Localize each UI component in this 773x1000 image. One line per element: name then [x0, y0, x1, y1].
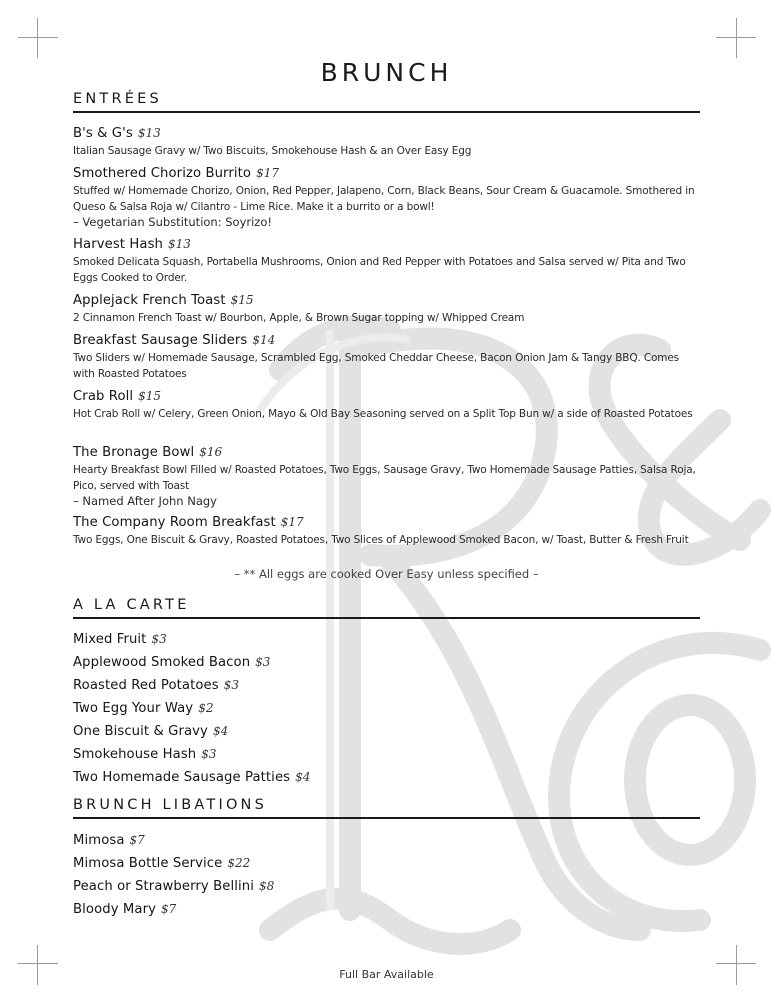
item-note: – Vegetarian Substitution: Soyrizo! [73, 215, 272, 229]
item-price: $2 [198, 701, 214, 715]
menu-item [73, 674, 473, 693]
item-price: $17 [280, 515, 304, 529]
item-price: $3 [255, 655, 271, 669]
menu-item [73, 233, 703, 286]
menu-item [73, 766, 473, 785]
item-price: $13 [137, 126, 161, 140]
item-name: Mimosa [73, 833, 125, 848]
section-divider [73, 111, 700, 113]
item-name: Crab Roll [73, 389, 134, 404]
menu-item [73, 852, 473, 871]
item-price: $13 [168, 237, 191, 251]
menu-item [73, 511, 703, 548]
menu-item [73, 289, 703, 326]
page-title: BRUNCH [320, 58, 453, 87]
footer-note: Full Bar Available [339, 968, 434, 981]
item-price: $4 [295, 770, 311, 784]
menu-item [73, 122, 703, 159]
item-name: Two Egg Your Way [73, 701, 194, 716]
menu-item [73, 651, 473, 670]
item-name: Applejack French Toast [73, 293, 226, 308]
item-name: Bloody Mary [73, 902, 157, 917]
item-name: Harvest Hash [73, 237, 163, 252]
item-price: $17 [256, 166, 279, 180]
item-price: $22 [227, 856, 251, 870]
item-name: One Biscuit & Gravy [73, 724, 208, 739]
section-heading-entrees: ENTRÉES [73, 91, 162, 107]
menu-item [73, 385, 703, 422]
item-name: The Bronage Bowl [73, 445, 195, 460]
item-name: The Company Room Breakfast [73, 515, 276, 530]
menu-item [73, 628, 473, 647]
section-heading-a-la-carte: A LA CARTE [73, 597, 190, 613]
item-description: Hearty Breakfast Bowl Filled w/ Roasted Potatoes, Two Eggs, Sausage Gravy, Two Homemade Sausage Patties, Salsa Roja, Pico, served with Toast [73, 464, 696, 492]
item-name: Roasted Red Potatoes [73, 678, 219, 693]
item-name: Smokehouse Hash [73, 747, 197, 762]
item-name: Breakfast Sausage Sliders [73, 333, 248, 348]
item-description: Two Eggs, One Biscuit & Gravy, Roasted Potatoes, Two Slices of Applewood Smoked Bacon, w/ Toast, Butter & Fresh Fruit [73, 534, 689, 546]
item-price: $7 [129, 833, 145, 847]
item-price: $3 [223, 678, 239, 692]
item-name: Peach or Strawberry Bellini [73, 879, 254, 894]
item-description: Two Sliders w/ Homemade Sausage, Scrambled Egg, Smoked Cheddar Cheese, Bacon Onion Jam & Tangy BBQ. Comes with Roasted Potatoes [73, 352, 679, 380]
item-price: $4 [212, 724, 229, 738]
menu-item [73, 697, 473, 716]
item-price: $8 [258, 879, 275, 893]
item-note: – Named After John Nagy [73, 494, 217, 508]
menu-item [73, 898, 473, 917]
item-description: Smoked Delicata Squash, Portabella Mushrooms, Onion and Red Pepper with Potatoes and Salsa served w/ Pita and Two Eggs Cooked to Order. [73, 256, 686, 284]
item-price: $16 [199, 445, 223, 459]
menu-item [73, 875, 473, 894]
section-divider [73, 617, 700, 619]
item-price: $15 [138, 389, 162, 403]
section-divider [73, 817, 700, 819]
item-price: $14 [252, 333, 276, 347]
item-name: Smothered Chorizo Burrito [73, 166, 252, 181]
menu-item [73, 829, 473, 848]
menu-item [73, 162, 703, 229]
item-price: $15 [230, 293, 254, 307]
item-price: $3 [151, 632, 167, 646]
item-name: B's & G's [73, 126, 133, 141]
item-description: Stuffed w/ Homemade Chorizo, Onion, Red Pepper, Jalapeno, Corn, Black Beans, Sour Cream & Guacamole. Smothered in Queso & Salsa Roja w/ Cilantro - Lime Rice. Make it a burrito or a bowl! [73, 185, 695, 213]
menu-item [73, 743, 473, 762]
item-description: 2 Cinnamon French Toast w/ Bourbon, Apple, & Brown Sugar topping w/ Whipped Cream [73, 312, 525, 324]
item-price: $3 [201, 747, 217, 761]
eggs-footnote: – ** All eggs are cooked Over Easy unless specified – [234, 567, 539, 581]
item-name: Applewood Smoked Bacon [73, 655, 251, 670]
item-name: Mixed Fruit [73, 632, 147, 647]
item-price: $7 [161, 902, 177, 916]
item-description: Italian Sausage Gravy w/ Two Biscuits, Smokehouse Hash & an Over Easy Egg [73, 145, 472, 157]
menu-item [73, 720, 473, 739]
menu-item [73, 329, 703, 382]
menu-item [73, 441, 703, 508]
item-description: Hot Crab Roll w/ Celery, Green Onion, Mayo & Old Bay Seasoning served on a Split Top Bun w/ a side of Roasted Potatoes [73, 408, 693, 420]
item-name: Mimosa Bottle Service [73, 856, 223, 871]
item-name: Two Homemade Sausage Patties [73, 770, 291, 785]
section-heading-libations: BRUNCH LIBATIONS [73, 797, 268, 813]
